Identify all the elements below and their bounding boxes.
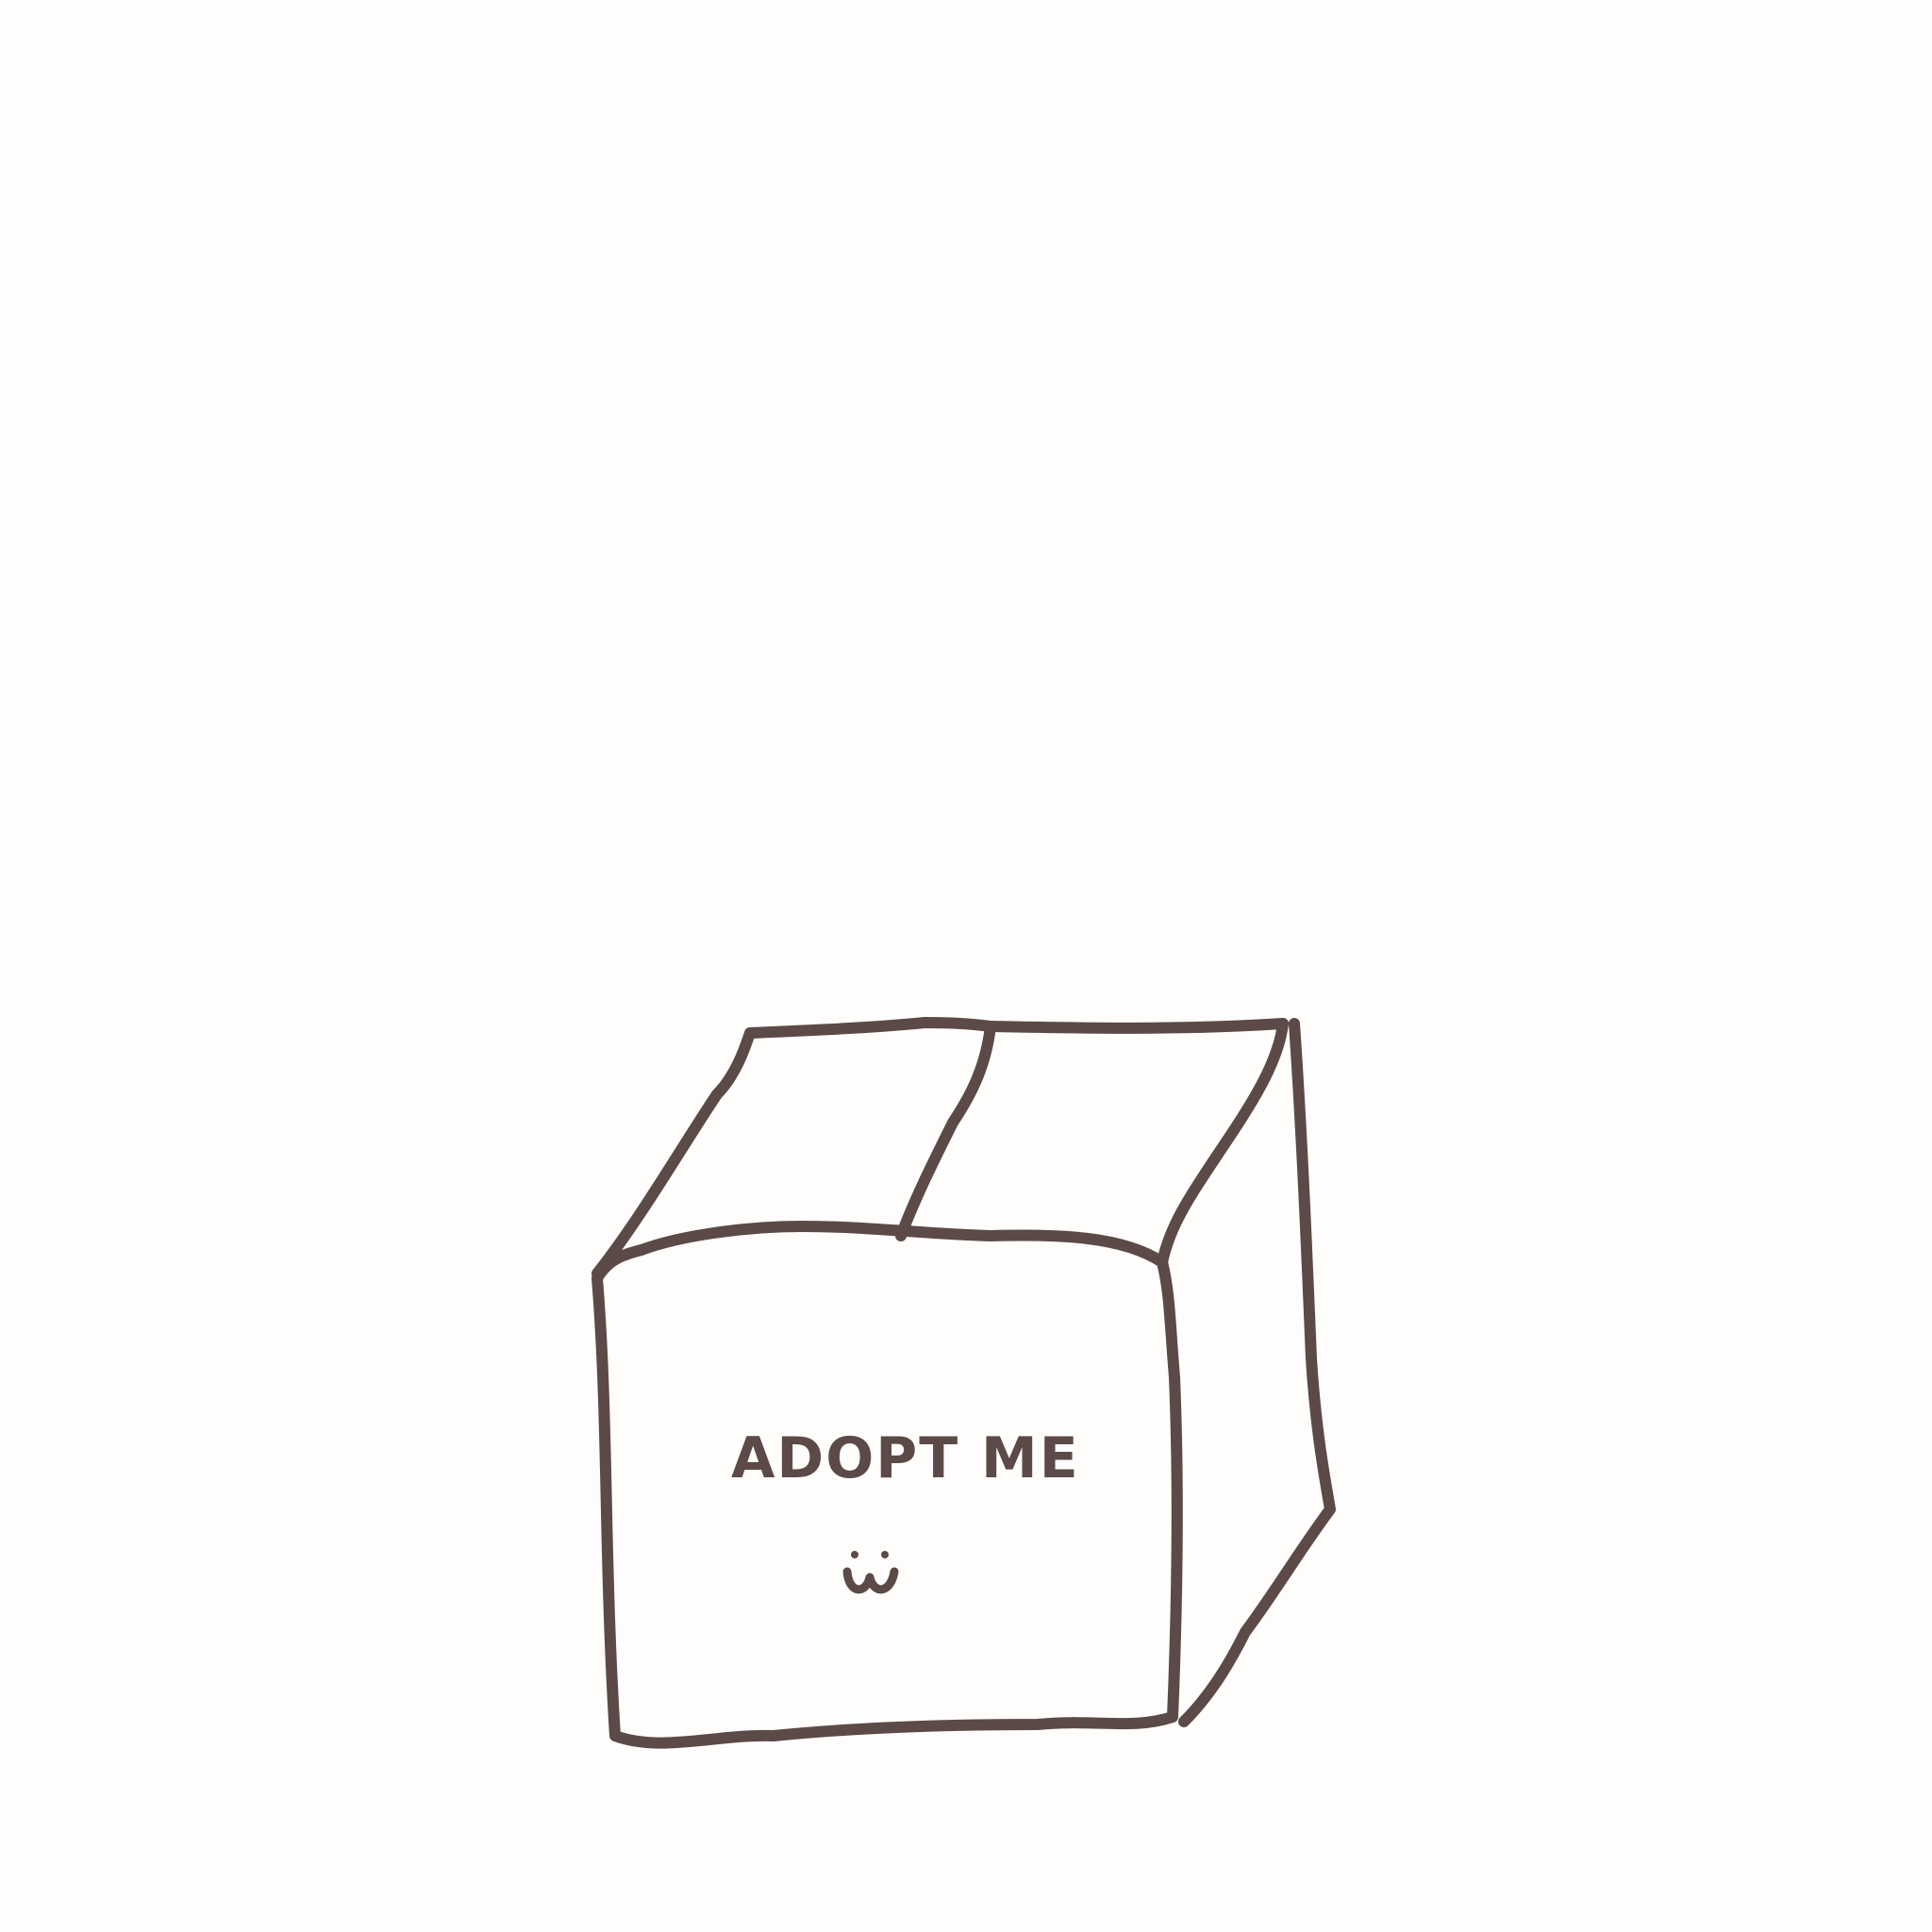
face-emoticon-icon bbox=[847, 1551, 894, 1590]
box-top-right-flap bbox=[1162, 1024, 1283, 1262]
box-right-side-face bbox=[1184, 1024, 1330, 1722]
box-label-text: ADOPT ME bbox=[731, 1425, 1080, 1491]
box-flap-seam bbox=[901, 1026, 991, 1236]
box-top-back-edge bbox=[991, 1024, 1283, 1028]
